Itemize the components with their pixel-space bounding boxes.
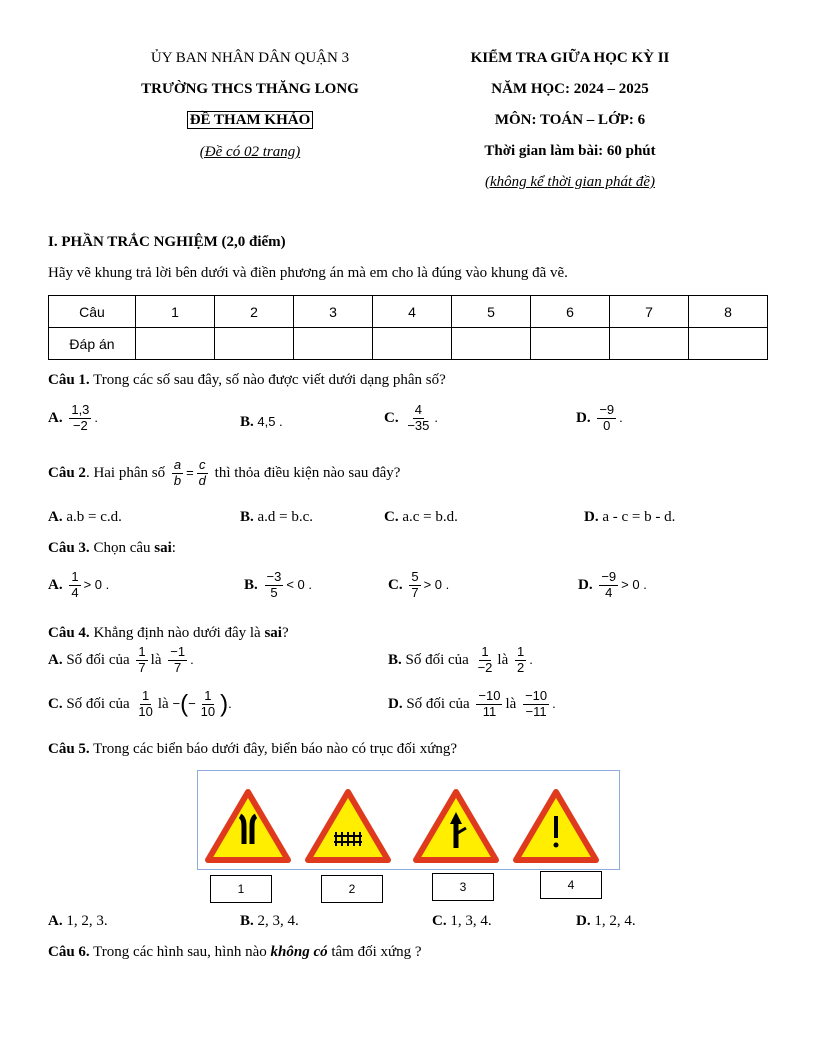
fraction — [69, 403, 91, 434]
header-duration: Thời gian làm bài: 60 phút — [484, 143, 656, 159]
option-text: là — [157, 695, 169, 712]
answer-table-answer-label: Đáp án — [49, 328, 136, 360]
denominator: 4 — [71, 584, 79, 600]
q2-text: . Hai phân số — [85, 464, 169, 481]
q2-option-b — [240, 509, 313, 526]
numerator: 4 — [414, 402, 422, 417]
option-letter: D. — [578, 576, 593, 593]
q3-emphasis: sai — [154, 540, 172, 556]
q6-text-end: tâm đối xứng ? — [327, 944, 422, 960]
header-authority: ỦY BAN NHÂN DÂN QUẬN 3 — [150, 50, 350, 66]
numerator: −1 — [170, 644, 186, 659]
sign-road-junction-icon — [412, 786, 500, 864]
q1-option-c: C. $\frac{4}{-35}$ . — [384, 402, 439, 433]
header-page-note: (Đề có 02 trang) — [199, 144, 301, 160]
header-exam-title: KIỂM TRA GIỮA HỌC KỲ II — [470, 50, 670, 66]
section-instruction: Hãy vẽ khung trả lời bên dưới và điền phương án mà em cho là đúng vào khung đã vẽ. — [48, 265, 568, 281]
numerator: 1 — [142, 688, 150, 703]
numerator: 1 — [481, 644, 489, 659]
option-text: Số đối của — [62, 695, 130, 712]
sign-number-2: 2 — [321, 875, 383, 903]
option-letter: B. — [388, 651, 402, 668]
answer-table-answer-row — [49, 328, 768, 360]
q3-stem — [48, 540, 176, 557]
answer-table-q7: 7 — [610, 296, 689, 328]
option-value: a.b = c.d. — [62, 509, 122, 525]
q1-option-b — [240, 414, 283, 431]
answer-cell — [689, 328, 768, 360]
option-letter: D. — [576, 409, 591, 426]
option-letter: A. — [48, 409, 63, 426]
sign-railway-crossing-icon — [304, 786, 392, 864]
answer-cell — [294, 328, 373, 360]
answer-cell — [610, 328, 689, 360]
q2-option-d — [584, 509, 675, 526]
relation: < 0 . — [286, 576, 313, 592]
fraction — [523, 689, 549, 720]
q4-option-c — [48, 689, 232, 720]
option-text: là — [505, 695, 517, 712]
q1-option-d: D. $\frac{-9}{0}$ . — [576, 402, 623, 433]
answer-table-q6: 6 — [531, 296, 610, 328]
header-school: TRƯỜNG THCS THĂNG LONG — [141, 81, 359, 97]
option-letter: C. — [388, 576, 403, 593]
q2-option-c — [384, 509, 458, 526]
numerator: 1,3 — [71, 402, 90, 417]
right-paren: ) — [220, 690, 229, 718]
equals-sign: = — [186, 464, 194, 480]
option-letter: B. — [244, 576, 258, 593]
fraction — [69, 570, 80, 601]
fraction — [197, 458, 208, 489]
numerator: −10 — [478, 688, 501, 703]
fraction — [265, 570, 284, 601]
option-letter: D. — [388, 695, 403, 712]
denominator: b — [173, 472, 182, 488]
fraction — [476, 645, 495, 676]
q2-label: Câu 2 — [48, 464, 86, 481]
q4-option-b — [388, 645, 533, 676]
option-value: 1, 3, 4. — [446, 913, 492, 929]
option-value: a.d = b.c. — [253, 509, 314, 525]
option-letter: D. — [584, 509, 599, 525]
q5-option-a — [48, 913, 108, 930]
numerator: c — [199, 457, 206, 472]
option-text: là — [150, 651, 162, 668]
answer-cell — [531, 328, 610, 360]
fraction — [476, 689, 502, 720]
section-title: I. PHẦN TRẮC NGHIỆM (2,0 điểm) — [48, 234, 286, 250]
option-text: là — [497, 651, 509, 668]
period: . — [190, 651, 194, 667]
q5-option-d — [576, 913, 636, 930]
sign-number-1: 1 — [210, 875, 272, 903]
denominator: 7 — [411, 584, 419, 600]
q4-option-d — [388, 689, 556, 720]
denominator: −11 — [525, 703, 547, 719]
numerator: −9 — [599, 402, 615, 417]
q6-text: Trong các hình sau, hình nào — [89, 944, 271, 960]
relation: > 0 . — [621, 576, 647, 592]
answer-table-q8: 8 — [689, 296, 768, 328]
q1-stem — [48, 372, 446, 389]
q2-text-end: thì thỏa điều kiện nào sau đây? — [210, 464, 401, 481]
numerator: −10 — [525, 688, 548, 703]
option-letter: A. — [48, 913, 63, 929]
q6-stem — [48, 944, 422, 961]
fraction — [405, 403, 431, 434]
q6-label: Câu 6. — [48, 944, 90, 960]
relation: > 0 . — [423, 576, 450, 592]
header-subject: MÔN: TOÁN – LỚP: 6 — [494, 112, 646, 128]
q5-text: Trong các biển báo dưới đây, biển báo nào có trục đối xứng? — [89, 741, 457, 757]
numerator: −3 — [266, 569, 282, 584]
numerator: 1 — [204, 688, 212, 703]
fraction — [597, 403, 616, 434]
left-paren: ( — [180, 690, 189, 718]
option-letter: C. — [432, 913, 447, 929]
numerator: −9 — [601, 569, 617, 584]
denominator: 11 — [482, 703, 497, 719]
sign-warning-icon — [512, 786, 600, 864]
sign-number-4: 4 — [540, 871, 602, 899]
period: . — [552, 695, 556, 711]
answer-table-q3: 3 — [294, 296, 373, 328]
option-letter: C. — [48, 695, 63, 712]
q1-text: Trong các số sau đây, số nào được viết dưới dạng phân số? — [89, 372, 446, 388]
q4-emphasis: sai — [264, 625, 282, 641]
answer-cell — [136, 328, 215, 360]
fraction — [136, 645, 147, 676]
denominator: 7 — [174, 659, 182, 675]
numerator: 1 — [138, 644, 146, 659]
q3-option-b — [244, 570, 312, 601]
numerator: a — [173, 457, 182, 472]
q3-label: Câu 3. — [48, 540, 90, 556]
q4-label: Câu 4. — [48, 625, 90, 641]
option-letter: A. — [48, 576, 63, 593]
header-exam-type: ĐỀ THAM KHẢO — [187, 111, 314, 129]
q2-option-a — [48, 509, 122, 526]
option-letter: A. — [48, 509, 63, 525]
answer-table-q5: 5 — [452, 296, 531, 328]
q3-option-c — [388, 570, 449, 601]
denominator: 2 — [517, 659, 525, 675]
denominator: 10 — [138, 703, 153, 719]
numerator: 5 — [411, 569, 419, 584]
option-value: 1, 2, 3. — [62, 913, 108, 929]
denominator: 5 — [270, 584, 278, 600]
answer-table-q4: 4 — [373, 296, 452, 328]
q6-emphasis: không có — [270, 944, 328, 960]
answer-table-question-label: Câu — [49, 296, 136, 328]
option-text: Số đối của — [401, 651, 469, 668]
fraction — [199, 689, 217, 720]
answer-table-q1: 1 — [136, 296, 215, 328]
q5-label: Câu 5. — [48, 741, 90, 757]
denominator: −2 — [477, 659, 493, 675]
q3-option-d — [578, 570, 647, 601]
q4-text: Khẳng định nào dưới đây là — [89, 625, 265, 641]
fraction — [599, 570, 618, 601]
q5-option-b — [240, 913, 299, 930]
minus-sign: − — [188, 695, 196, 711]
q4-option-a — [48, 645, 194, 676]
q3-option-a — [48, 570, 109, 601]
q1-option-a: A. $\frac{1,3}{-2}$ . — [48, 402, 99, 433]
answer-cell — [215, 328, 294, 360]
fraction — [168, 645, 187, 676]
option-letter: C. — [384, 409, 399, 426]
q3-colon: : — [171, 540, 176, 556]
relation: > 0 . — [83, 576, 110, 592]
header-exam-type-wrap — [100, 112, 400, 129]
option-letter: B. — [240, 509, 254, 525]
period: . — [529, 651, 533, 667]
period: . — [228, 695, 232, 711]
denominator: 0 — [603, 417, 611, 433]
option-value: a.c = b.d. — [398, 509, 458, 525]
option-text: Số đối của — [402, 695, 470, 712]
denominator: 7 — [138, 659, 146, 675]
fraction — [515, 645, 526, 676]
q1-label: Câu 1. — [48, 372, 90, 388]
denominator: 4 — [605, 584, 613, 600]
fraction — [409, 570, 420, 601]
option-value: 4,5 . — [253, 414, 283, 429]
option-letter: B. — [240, 414, 254, 430]
q5-stem — [48, 741, 457, 758]
q4-stem — [48, 625, 289, 642]
denominator: d — [198, 472, 206, 488]
fraction — [136, 689, 154, 720]
sign-road-narrows-icon — [204, 786, 292, 864]
header-duration-note-wrap — [420, 174, 720, 191]
option-letter: D. — [576, 913, 591, 929]
option-letter: C. — [384, 509, 399, 525]
option-value: 2, 3, 4. — [253, 913, 299, 929]
q5-option-c — [432, 913, 492, 930]
answer-table-q2: 2 — [215, 296, 294, 328]
answer-table — [48, 295, 768, 360]
header-page-note-wrap — [100, 144, 400, 161]
q2-stem — [48, 458, 400, 489]
option-letter: A. — [48, 651, 63, 668]
option-value: 1, 2, 4. — [590, 913, 636, 929]
q4-qmark: ? — [281, 625, 289, 641]
answer-cell — [452, 328, 531, 360]
denominator: 10 — [200, 703, 216, 719]
fraction — [172, 458, 183, 489]
answer-cell — [373, 328, 452, 360]
numerator: 1 — [71, 569, 79, 584]
denominator: −35 — [407, 417, 430, 433]
numerator: 1 — [517, 644, 525, 659]
header-school-year: NĂM HỌC: 2024 – 2025 — [491, 81, 649, 97]
q3-text: Chọn câu — [89, 540, 155, 556]
option-text: Số đối của — [62, 651, 130, 668]
minus-sign: − — [172, 695, 181, 711]
option-value: a - c = b - d. — [598, 509, 676, 525]
sign-number-3: 3 — [432, 873, 494, 901]
option-letter: B. — [240, 913, 254, 929]
header-duration-note: (không kể thời gian phát đề) — [484, 174, 656, 190]
answer-table-header-row — [49, 296, 768, 328]
denominator: −2 — [72, 417, 88, 433]
